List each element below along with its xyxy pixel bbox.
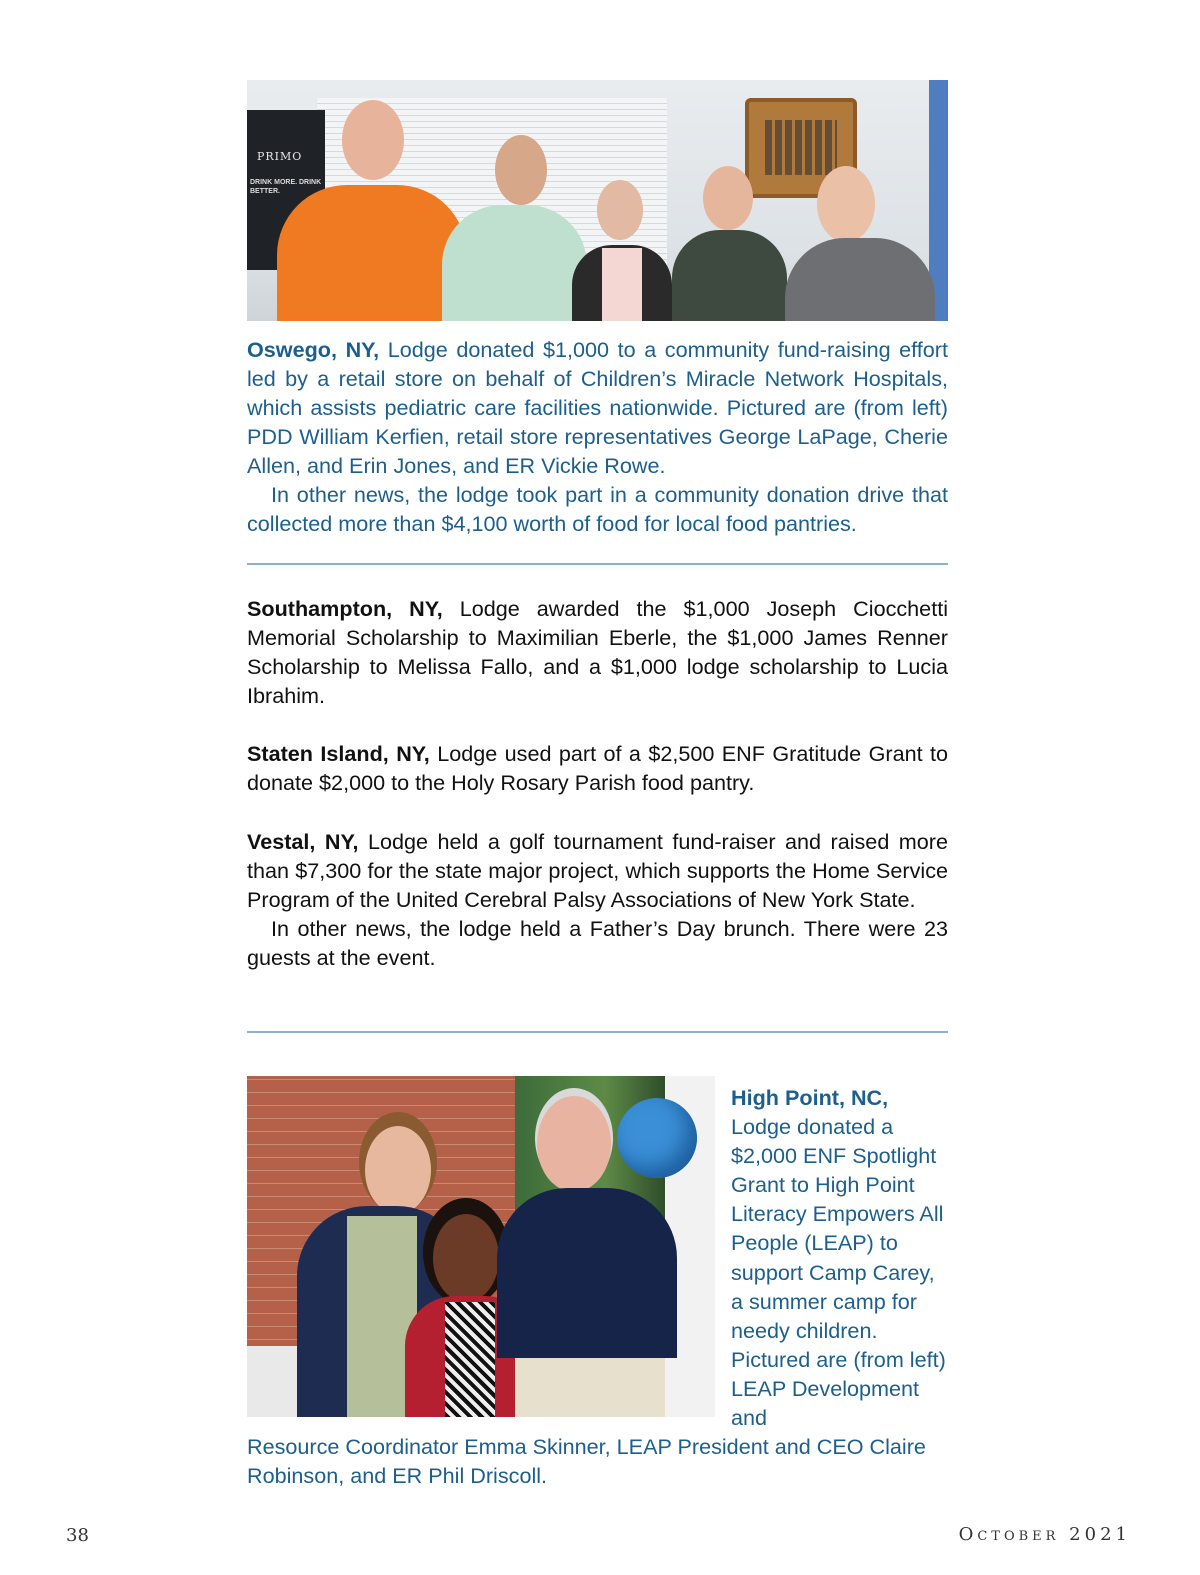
vestal-location: Vestal, NY, xyxy=(247,829,359,854)
page-number: 38 xyxy=(66,1525,89,1546)
staten-island-body: Lodge used part of a $2,500 ENF Gratitude Grant to donate $2,000 to the Holy Rosary Parish food pantry. xyxy=(247,741,949,795)
person-mint-shirt xyxy=(495,135,547,205)
high-point-caption xyxy=(731,1083,951,1432)
oswego-more: In other news, the lodge took part in a community donation drive that collected more than $4,100 worth of food for local food pantries. xyxy=(247,482,948,536)
high-point-photo xyxy=(247,1076,715,1417)
oswego-caption xyxy=(247,335,948,538)
southampton-body: Lodge awarded the $1,000 Joseph Ciocchetti Memorial Scholarship to Maximilian Eberle, the $1,000 James Renner Scholarship to Melissa Fallo, and a $1,000 lodge scholarship to Lucia Ibrahim. xyxy=(247,596,948,708)
oswego-body: Lodge donated $1,000 to a community fund-raising effort led by a retail store on behalf of Children’s Miracle Network Hospitals, which assists pediatric care facilities nationwide. Pictured are (from left) PDD William Kerfien, retail store representatives George LaPage, Cherie Allen, and Erin Jones, and ER Vickie Rowe. xyxy=(247,337,948,478)
staten-island-item xyxy=(247,739,948,797)
person-orange-shirt xyxy=(342,100,404,180)
person-grey-blazer xyxy=(817,166,875,242)
person-floral-top xyxy=(703,166,753,230)
divider-rule-1 xyxy=(247,563,948,565)
person-claire-robinson xyxy=(433,1214,499,1302)
balloon-decoration xyxy=(617,1098,697,1178)
oswego-photo xyxy=(247,80,948,321)
person-phil-driscoll xyxy=(537,1096,611,1192)
vestal-item xyxy=(247,827,948,972)
southampton-item xyxy=(247,594,948,710)
staten-island-location: Staten Island, NY, xyxy=(247,741,430,766)
vestal-body: Lodge held a golf tournament fund-raiser and raised more than $7,300 for the state major project, which supports the Home Service Program of the United Cerebral Palsy Associations of New York State. xyxy=(247,829,949,912)
primo-sign-brand: PRIMO xyxy=(257,150,303,163)
issue-date: October 2021 xyxy=(958,1524,1131,1545)
high-point-location: High Point, NC, xyxy=(731,1085,889,1110)
divider-rule-2 xyxy=(247,1031,948,1033)
oswego-location: Oswego, NY, xyxy=(247,337,380,362)
high-point-body-side: Lodge donated a $2,000 ENF Spotlight Grant to High Point Literacy Empowers All People (LEAP) to support Camp Carey, a summer camp for needy children. Pictured are (from left) LEAP Development and xyxy=(731,1114,946,1431)
person-black-cardigan xyxy=(597,180,643,240)
primo-sign-tagline: DRINK MORE. DRINK BETTER. xyxy=(250,179,322,195)
vestal-more: In other news, the lodge held a Father’s Day brunch. There were 23 guests at the event. xyxy=(247,916,948,970)
high-point-body-tail: Resource Coordinator Emma Skinner, LEAP President and CEO Claire Robinson, and ER Phil Driscoll. xyxy=(247,1434,926,1488)
southampton-location: Southampton, NY, xyxy=(247,596,443,621)
person-emma-skinner xyxy=(365,1126,431,1214)
oswego-paragraph xyxy=(247,335,948,480)
